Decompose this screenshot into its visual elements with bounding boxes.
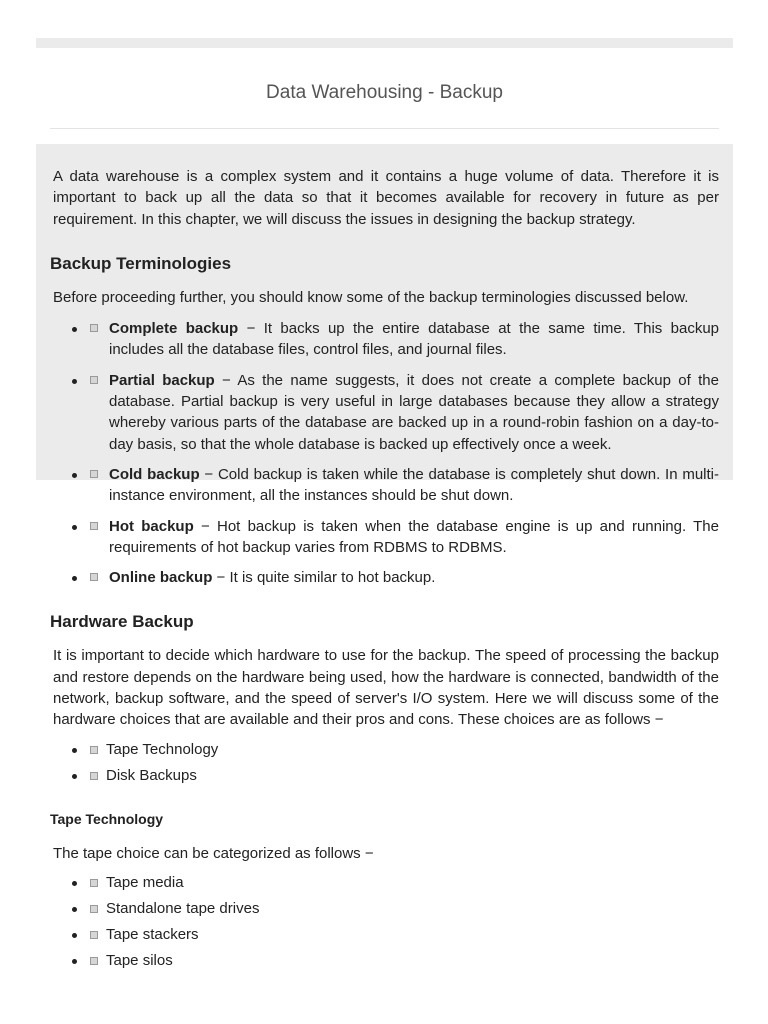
page-title: Data Warehousing - Backup	[266, 82, 503, 103]
bullet-icon	[72, 774, 77, 779]
list-item-label: Standalone tape drives	[106, 899, 260, 917]
top-bar	[36, 38, 733, 48]
list-item	[50, 516, 719, 559]
list-item	[50, 567, 719, 588]
square-bullet-icon	[90, 746, 98, 754]
bullet-icon	[72, 907, 77, 912]
bullet-icon	[72, 473, 77, 478]
bullet-icon	[72, 576, 77, 581]
list-item	[50, 370, 719, 455]
list-item-label: Tape stackers	[106, 925, 199, 943]
title-divider	[50, 128, 719, 129]
term-description: − Hot backup is taken when the database engine is up and running. The requirements of hot backup varies from RDBMS to RDBMS.	[109, 517, 719, 556]
square-bullet-icon	[90, 931, 98, 939]
square-bullet-icon	[90, 470, 98, 478]
bullet-icon	[72, 959, 77, 964]
square-bullet-icon	[90, 879, 98, 887]
intro-paragraph: A data warehouse is a complex system and it contains a huge volume of data. Therefore it is important to back up all the data so that it becomes available for recovery in future as per requirement. In this chapter, we will discuss the issues in designing the backup strategy.	[53, 168, 719, 228]
tape-choice-list	[50, 873, 719, 971]
hardware-choice-list	[50, 740, 719, 786]
list-item	[50, 899, 719, 919]
square-bullet-icon	[90, 522, 98, 530]
article-content	[50, 166, 719, 971]
term-description: − Cold backup is taken while the database is completely shut down. In multi-instance environment, all the instances should be shut down.	[109, 465, 719, 505]
term-description: − It backs up the entire database at the same time. This backup includes all the database files, control files, and journal files.	[109, 320, 720, 359]
terminologies-heading: Backup Terminologies	[50, 253, 232, 273]
square-bullet-icon	[90, 772, 98, 780]
square-bullet-icon	[90, 573, 98, 581]
list-item	[50, 464, 719, 507]
square-bullet-icon	[90, 324, 98, 332]
list-item-label: Tape Technology	[106, 740, 219, 758]
term-label: Cold backup	[109, 465, 200, 483]
term-label: Partial backup	[109, 371, 215, 389]
bullet-icon	[72, 748, 77, 753]
list-item	[50, 740, 719, 760]
list-item	[50, 766, 719, 786]
tape-heading: Tape Technology	[50, 810, 164, 827]
tape-lead: The tape choice can be categorized as follows −	[53, 844, 374, 862]
list-item	[50, 925, 719, 945]
terminology-list	[50, 318, 719, 588]
term-description: − It is quite similar to hot backup.	[212, 569, 436, 587]
term-description: − As the name suggests, it does not create a complete backup of the database. Partial backup is very useful in large databases because they allow a strategy whereby various parts of the database are backed up in a round-robin fashion on a day-to-day basis, so that the whole database is backed up effectively once a week.	[109, 371, 719, 453]
hardware-heading: Hardware Backup	[50, 612, 194, 632]
bullet-icon	[72, 327, 77, 332]
square-bullet-icon	[90, 905, 98, 913]
term-label: Complete backup	[109, 320, 239, 338]
list-item	[50, 318, 719, 361]
square-bullet-icon	[90, 376, 98, 384]
list-item-label: Tape media	[106, 873, 184, 891]
list-item	[50, 873, 719, 893]
term-label: Online backup	[109, 569, 213, 587]
bullet-icon	[72, 525, 77, 530]
bullet-icon	[72, 881, 77, 886]
hardware-paragraph: It is important to decide which hardware to use for the backup. The speed of processing the backup and restore depends on the hardware being used, how the hardware is connected, bandwidth of the network, backup software, and the speed of server's I/O system. Here we will discuss some of the hardware choices that are available and their pros and cons. These choices are as follows −	[53, 647, 719, 729]
list-item-label: Disk Backups	[106, 766, 197, 784]
bullet-icon	[72, 933, 77, 938]
term-label: Hot backup	[109, 517, 194, 535]
bullet-icon	[72, 379, 77, 384]
list-item-label: Tape silos	[106, 951, 173, 969]
square-bullet-icon	[90, 957, 98, 965]
list-item	[50, 951, 719, 971]
terminologies-lead: Before proceeding further, you should know some of the backup terminologies discussed below.	[53, 288, 689, 306]
